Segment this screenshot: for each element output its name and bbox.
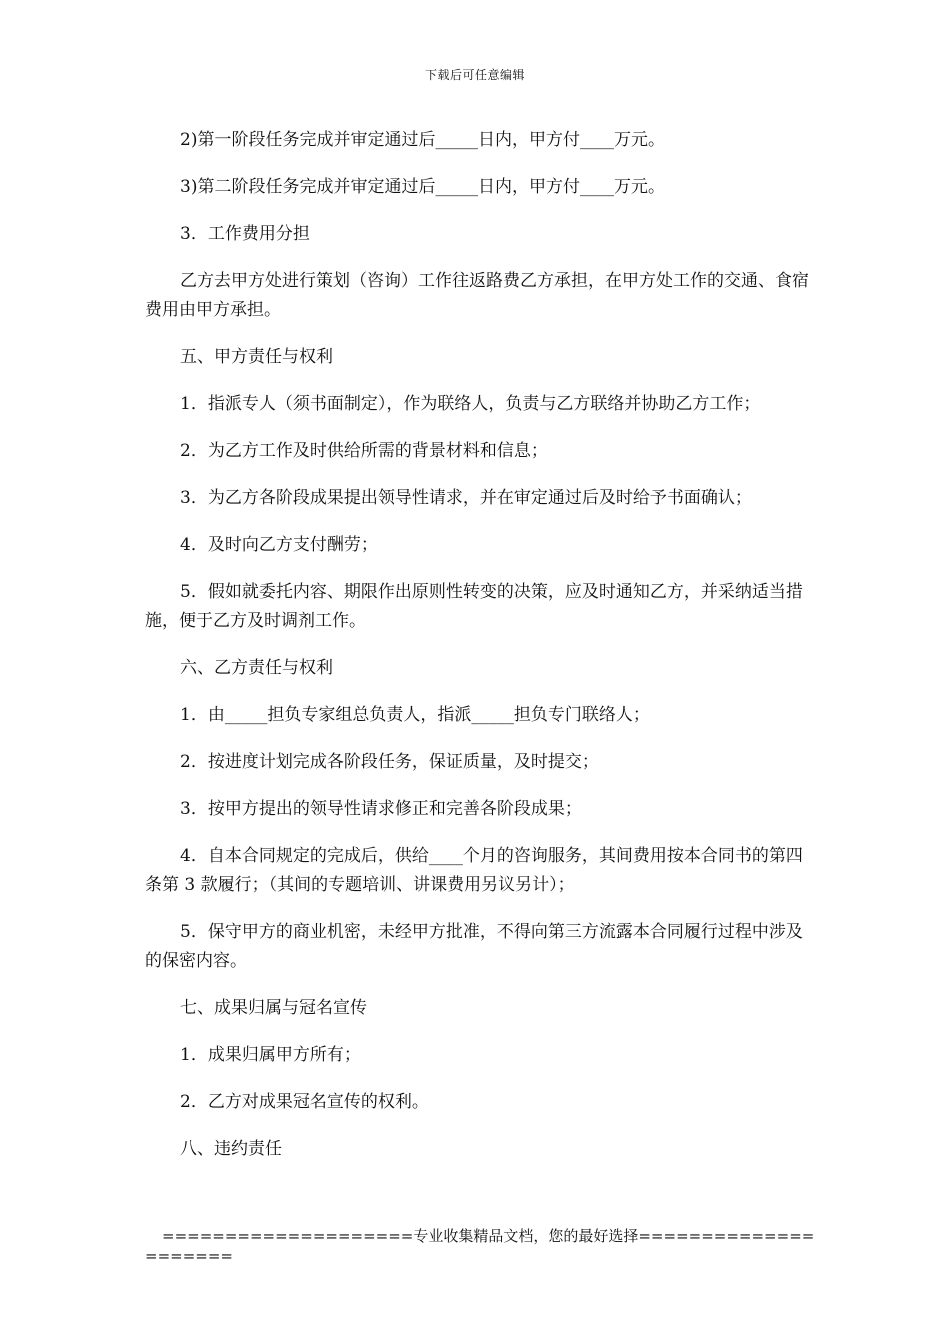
paragraph-party-b-1: 1．由_____担负专家组总负责人，指派_____担负专门联络人； — [180, 705, 650, 725]
paragraph-party-a-3: 3．为乙方各阶段成果提出领导性请求，并在审定通过后及时给予书面确认； — [180, 488, 752, 508]
paragraph-party-b-5: 5．保守甲方的商业机密，未经甲方批准，不得向第三方流露本合同履行过程中涉及的保密内容。 — [145, 922, 803, 971]
paragraph-party-a-1: 1．指派专人（须书面制定），作为联络人，负责与乙方联络并协助乙方工作； — [180, 394, 761, 414]
document-body — [145, 126, 815, 1182]
paragraph-ownership-1: 1．成果归属甲方所有； — [180, 1045, 361, 1065]
paragraph-cost-sharing: 乙方去甲方处进行策划（咨询）工作往返路费乙方承担，在甲方处工作的交通、食宿费用由甲方承担。 — [145, 271, 809, 320]
paragraph-party-b-3: 3．按甲方提出的领导性请求修正和完善各阶段成果； — [180, 799, 582, 819]
section-heading-breach: 八、违约责任 — [180, 1139, 282, 1159]
paragraph-ownership-2: 2．乙方对成果冠名宣传的权利。 — [180, 1092, 429, 1112]
header-note: 下载后可任意编辑 — [424, 68, 525, 82]
paragraph-party-a-5: 5．假如就委托内容、期限作出原则性转变的决策，应及时通知乙方，并采纳适当措施，便于乙方及时调剂工作。 — [145, 582, 803, 631]
paragraph-payment-stage-2: 3)第二阶段任务完成并审定通过后_____日内，甲方付____万元。 — [180, 177, 665, 197]
paragraph-cost-sharing-heading: 3．工作费用分担 — [180, 224, 310, 244]
section-heading-party-b: 六、乙方责任与权利 — [180, 658, 333, 678]
paragraph-party-b-4: 4．自本合同规定的完成后，供给____个月的咨询服务，其间费用按本合同书的第四条第 3 款履行；（其间的专题培训、讲课费用另议另计）； — [145, 846, 803, 895]
paragraph-party-a-2: 2．为乙方工作及时供给所需的背景材料和信息； — [180, 441, 548, 461]
section-heading-ownership: 七、成果归属与冠名宣传 — [180, 998, 367, 1018]
footer-banner: ====================专业收集精品文档，您的最好选择===================== — [145, 1227, 815, 1265]
paragraph-party-b-2: 2．按进度计划完成各阶段任务，保证质量，及时提交； — [180, 752, 599, 772]
section-heading-party-a: 五、甲方责任与权利 — [180, 347, 333, 367]
paragraph-payment-stage-1: 2)第一阶段任务完成并审定通过后_____日内，甲方付____万元。 — [180, 130, 665, 150]
paragraph-party-a-4: 4．及时向乙方支付酬劳； — [180, 535, 378, 555]
